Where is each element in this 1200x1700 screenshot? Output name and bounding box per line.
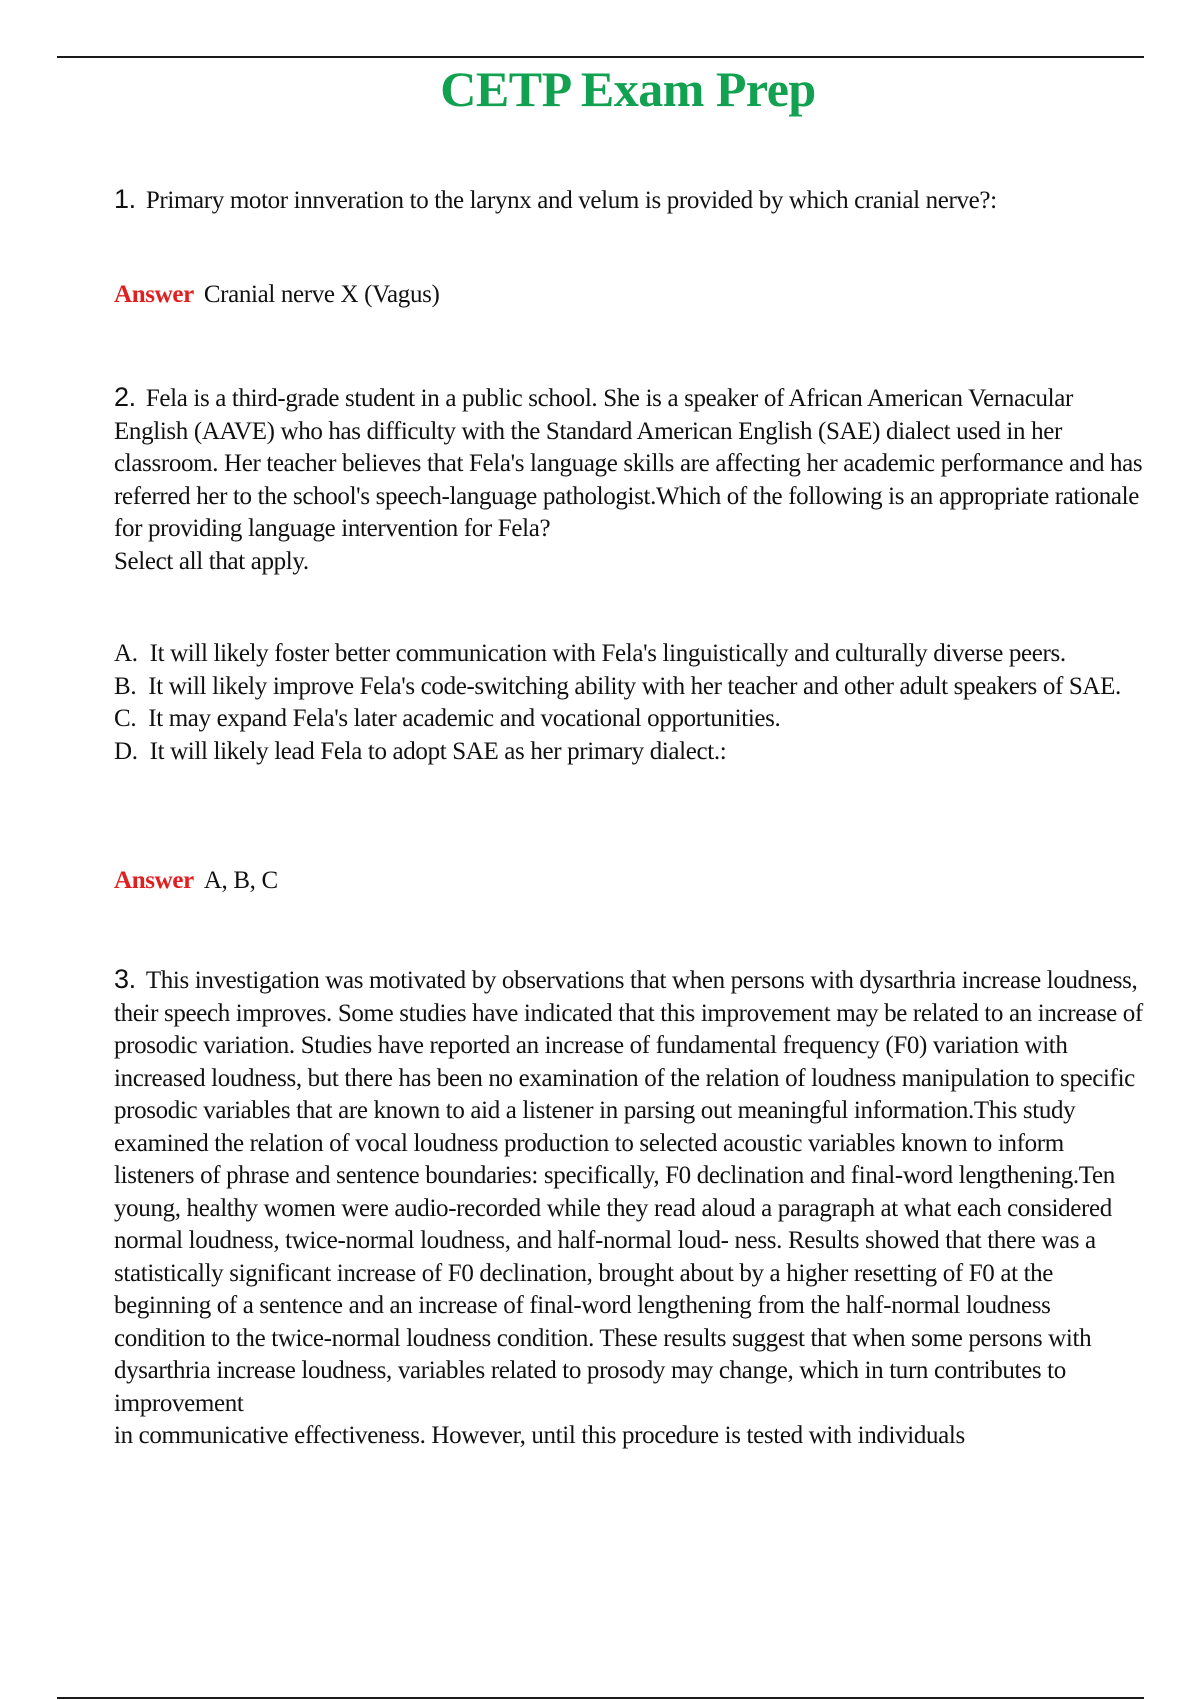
option-text: It will likely lead Fela to adopt SAE as her primary dialect.: [149, 737, 727, 765]
question-instruction: Select all that apply. [114, 547, 309, 575]
question-body: Fela is a third-grade student in a public school. She is a speaker of African American Vernacular English (AAVE) who has difficulty with the Standard American English (SAE) dialect used in her classroom. Her teacher believes that Fela's language skills are affecting her academic performance and has referred her to the school's speech-language pathologist.Which of the following is an appropriate rationale for providing language intervention for Fela? [114, 385, 1143, 542]
option-c [114, 703, 1144, 736]
option-letter: C. [114, 705, 137, 732]
answer-label: Answer [114, 281, 194, 308]
question-1-answer [114, 279, 1144, 312]
question-2-options [114, 638, 1144, 768]
option-b [114, 671, 1144, 704]
option-a [114, 638, 1144, 671]
question-2 [114, 381, 1144, 578]
answer-value: A, B, C [203, 867, 278, 894]
document-title: CETP Exam Prep [440, 61, 816, 117]
question-2-answer [114, 865, 1144, 898]
question-body: Primary motor innveration to the larynx and velum is provided by which cranial nerve?: [145, 187, 997, 214]
option-letter: B. [114, 672, 137, 700]
question-number: 2. [114, 382, 136, 412]
option-text: It will likely improve Fela's code-switching ability with her teacher and other adult speakers of SAE. [148, 672, 1121, 700]
option-d [114, 736, 1144, 769]
question-continuation: in communicative effectiveness. However, until this procedure is tested with individuals [114, 1422, 965, 1449]
option-letter: D. [114, 737, 138, 765]
question-1-text [114, 183, 1144, 218]
option-letter: A. [114, 640, 138, 667]
option-text: It will likely foster better communication with Fela's linguistically and culturally diverse peers. [149, 640, 1066, 667]
answer-value: Cranial nerve X (Vagus) [203, 281, 440, 308]
answer-label: Answer [114, 867, 194, 894]
question-body: This investigation was motivated by observations that when persons with dysarthria increase loudness, their speech improves. Some studies have indicated that this improvement may be related to an increase of prosodic variation. Studies have reported an increase of fundamental frequency (F0) variation with increased loudness, but there has been no examination of the relation of loudness manipulation to specific prosodic variables that are known to aid a listener in parsing out meaningful information.This study examined the relation of vocal loudness production to selected acoustic variables known to inform listeners of phrase and sentence boundaries: specifically, F0 declination and final-word lengthening.Ten young, healthy women were audio-recorded while they read aloud a paragraph at what each considered normal loudness, twice-normal loudness, and half-normal loud- ness. Results showed that there was a statistically significant increase of F0 declination, brought about by a higher resetting of F0 at the beginning of a sentence and an increase of final-word lengthening from the half-normal loudness condition to the twice-normal loudness condition. These results suggest that when some persons with dysarthria increase loudness, variables related to prosody may change, which in turn contributes to improvement [114, 967, 1143, 1417]
question-2-text [114, 381, 1144, 546]
option-text: It may expand Fela's later academic and vocational opportunities. [148, 705, 781, 732]
question-3-text [114, 963, 1144, 1420]
question-3 [114, 963, 1144, 1453]
question-1 [114, 183, 1144, 218]
footer-rule [57, 1697, 1144, 1699]
question-number: 3. [114, 964, 136, 994]
question-number: 1. [114, 184, 136, 214]
